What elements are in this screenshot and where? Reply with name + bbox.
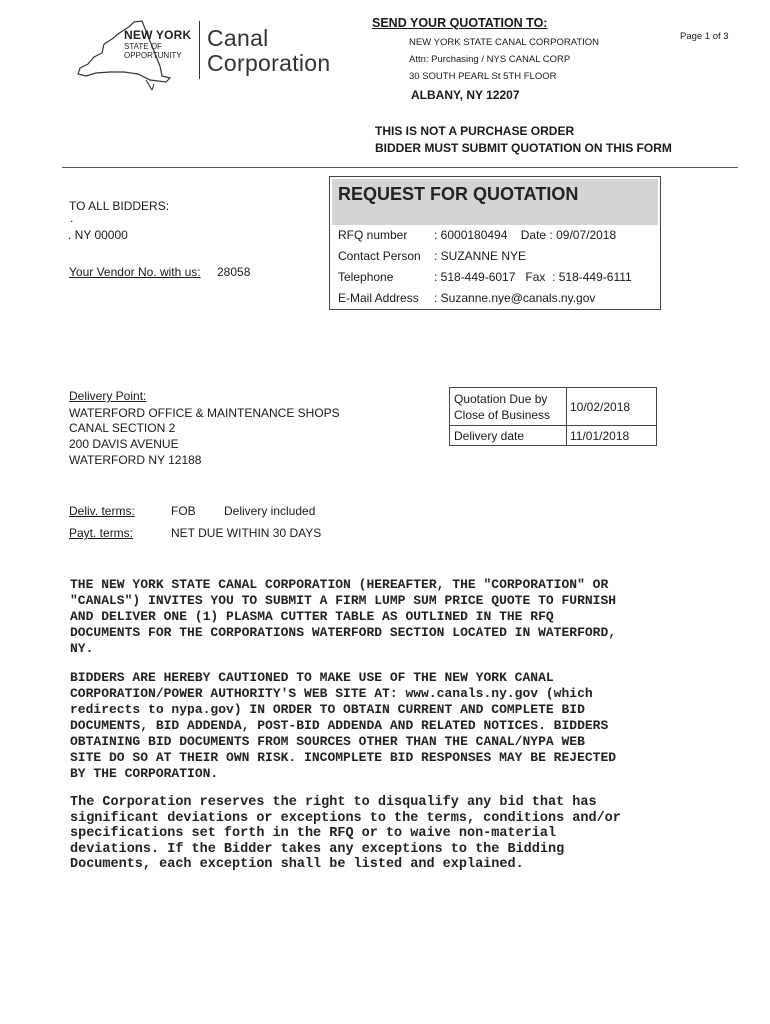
bidder-address-dot: .	[70, 211, 74, 225]
caution-paragraph-line: redirects to nypa.gov) IN ORDER TO OBTAIN CURRENT AND COMPLETE BID	[70, 702, 585, 717]
send-address-line-4: ALBANY, NY 12207	[411, 88, 520, 102]
email-label: E-Mail Address	[338, 291, 419, 305]
header-divider	[62, 167, 738, 168]
delivery-terms-label: Deliv. terms:	[69, 504, 135, 518]
due-dates-table	[449, 387, 657, 446]
vendor-number-label: Your Vendor No. with us:	[69, 265, 201, 279]
send-address-line-3: 30 SOUTH PEARL St 5TH FLOOR	[409, 71, 557, 82]
table-divider	[450, 425, 656, 426]
quotation-due-label-2: Close of Business	[454, 408, 551, 422]
logo-corporation: Corporation	[207, 50, 331, 76]
delivery-line-1: WATERFORD OFFICE & MAINTENANCE SHOPS	[69, 406, 340, 420]
telephone-label: Telephone	[338, 270, 394, 284]
bidder-location: . NY 00000	[68, 228, 128, 242]
rfq-number-value: : 6000180494 Date : 09/07/2018	[434, 228, 617, 242]
invitation-paragraph-line: AND DELIVER ONE (1) PLASMA CUTTER TABLE AS OUTLINED IN THE RFQ	[70, 609, 554, 624]
page-number: Page 1 of 3	[680, 31, 729, 42]
invitation-paragraph-line: "CANALS") INVITES YOU TO SUBMIT A FIRM LUMP SUM PRICE QUOTE TO FURNISH	[70, 593, 617, 608]
payment-terms-value: NET DUE WITHIN 30 DAYS	[171, 526, 322, 540]
logo-divider	[199, 21, 200, 79]
caution-paragraph-line: CORPORATION/POWER AUTHORITY'S WEB SITE AT: www.canals.ny.gov (which	[70, 686, 593, 701]
caution-paragraph-line: BIDDERS ARE HEREBY CAUTIONED TO MAKE USE OF THE NEW YORK CANAL	[70, 670, 554, 685]
caution-paragraph-line: SITE DO SO AT THEIR OWN RISK. INCOMPLETE BID RESPONSES MAY BE REJECTED	[70, 750, 617, 765]
submit-on-form-notice: BIDDER MUST SUBMIT QUOTATION ON THIS FORM	[375, 141, 672, 155]
logo-canal: Canal	[207, 25, 269, 51]
contact-person-label: Contact Person	[338, 249, 421, 263]
delivery-terms-included: Delivery included	[224, 504, 316, 518]
send-quotation-heading: SEND YOUR QUOTATION TO:	[372, 16, 548, 30]
delivery-date-value: 11/01/2018	[570, 429, 630, 443]
invitation-paragraph-line: DOCUMENTS FOR THE CORPORATIONS WATERFORD SECTION LOCATED IN WATERFORD,	[70, 625, 617, 640]
quotation-due-date: 10/02/2018	[570, 400, 631, 414]
rfq-info-box	[329, 176, 661, 310]
logo-new-york: NEW YORK	[124, 28, 192, 42]
caution-paragraph-line: DOCUMENTS, BID ADDENDA, POST-BID ADDENDA AND RELATED NOTICES. BIDDERS	[70, 718, 609, 733]
delivery-line-4: WATERFORD NY 12188	[69, 453, 202, 467]
disqualify-paragraph-line: significant deviations or exceptions to the terms, conditions and/or	[70, 811, 621, 826]
contact-person-value: : SUZANNE NYE	[434, 249, 527, 263]
delivery-line-3: 200 DAVIS AVENUE	[69, 437, 179, 451]
email-value: : Suzanne.nye@canals.ny.gov	[434, 291, 596, 305]
invitation-paragraph-line: THE NEW YORK STATE CANAL CORPORATION (HEREAFTER, THE "CORPORATION" OR	[70, 577, 609, 592]
delivery-point-label: Delivery Point:	[69, 389, 147, 403]
disqualify-paragraph-line: deviations. If the Bidder takes any exceptions to the Bidding	[70, 842, 565, 857]
send-address-line-1: NEW YORK STATE CANAL CORPORATION	[409, 37, 600, 48]
invitation-paragraph-line: NY.	[70, 641, 94, 656]
rfq-title: REQUEST FOR QUOTATION	[338, 184, 579, 204]
logo-opportunity: OPPORTUNITY	[124, 51, 182, 60]
rfq-title-band	[332, 179, 658, 225]
not-purchase-order-notice: THIS IS NOT A PURCHASE ORDER	[375, 124, 575, 138]
caution-paragraph-line: OBTAINING BID DOCUMENTS FROM SOURCES OTHER THAN THE CANAL/NYPA WEB	[70, 734, 585, 749]
ny-canal-corporation-logo	[74, 20, 334, 90]
delivery-line-2: CANAL SECTION 2	[69, 421, 176, 435]
caution-paragraph-line: BY THE CORPORATION.	[70, 766, 219, 781]
disqualify-paragraph-line: The Corporation reserves the right to disqualify any bid that has	[70, 795, 597, 810]
delivery-terms-fob: FOB	[171, 504, 196, 518]
vendor-number: 28058	[217, 265, 251, 279]
telephone-value: : 518-449-6017 Fax : 518-449-6111	[434, 270, 632, 284]
logo-state-of: STATE OF	[124, 42, 162, 51]
to-all-bidders-heading: TO ALL BIDDERS:	[69, 199, 170, 213]
send-address-line-2: Attn: Purchasing / NYS CANAL CORP	[409, 54, 571, 65]
payment-terms-label: Payt. terms:	[69, 526, 134, 540]
disqualify-paragraph-line: specifications set forth in the RFQ or to waive non-material	[70, 826, 557, 841]
quotation-due-label-1: Quotation Due by	[454, 392, 548, 406]
delivery-date-label: Delivery date	[454, 429, 525, 443]
table-divider	[566, 388, 567, 445]
rfq-number-label: RFQ number	[338, 228, 408, 242]
disqualify-paragraph-line: Documents, each exception shall be listed and explained.	[70, 857, 524, 872]
